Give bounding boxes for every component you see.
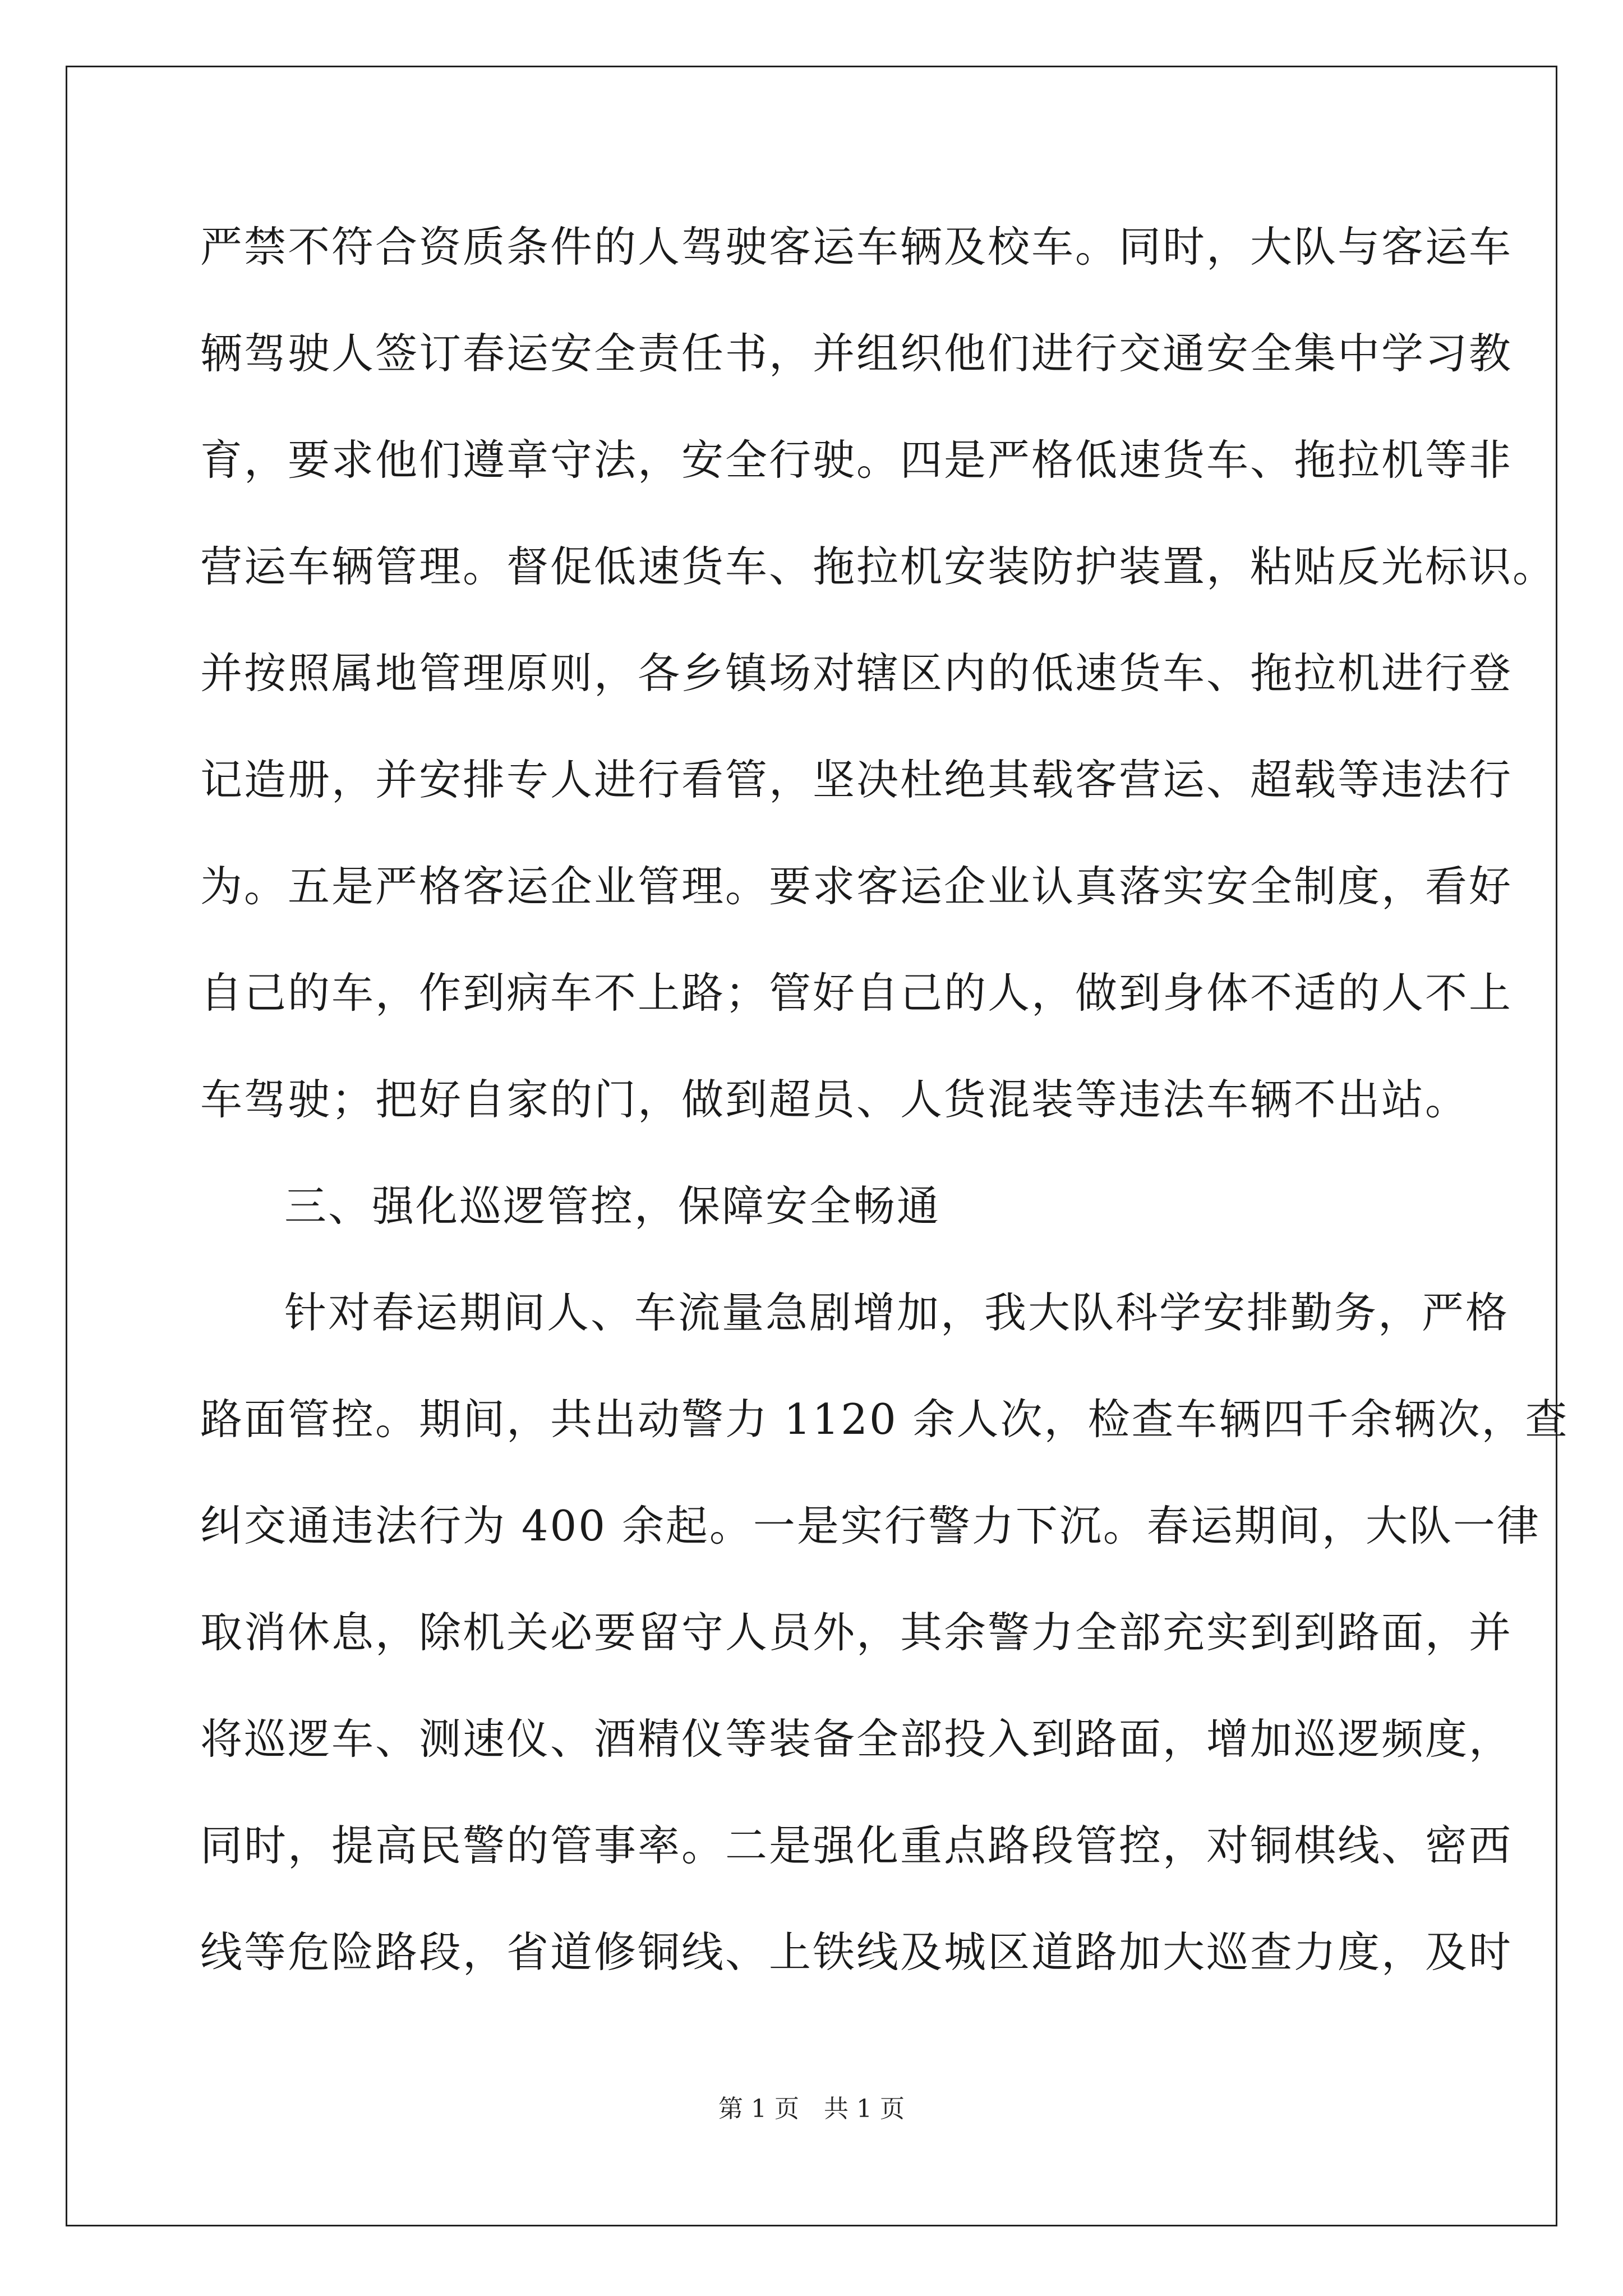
document-body [200,219,1569,2031]
page-footer [0,2092,1623,2126]
text-line-15: 将巡逻车、测速仪、酒精仪等装备全部投入到路面，增加巡逻频度， [200,1714,1513,1764]
text-line-9: 车驾驶；把好自家的门，做到超员、人货混装等违法车辆不出站。 [200,1075,1469,1124]
text-line-12: 路面管控。期间，共出动警力 1120 余人次，检查车辆四千余辆次，查 [200,1395,1569,1444]
text-line-4: 营运车辆管理。督促低速货车、拖拉机安装防护装置，粘贴反光标识。 [200,542,1557,591]
text-line-1: 严禁不符合资质条件的人驾驶客运车辆及校车。同时，大队与客运车 [200,222,1513,272]
text-line-6: 记造册，并安排专人进行看管，坚决杜绝其载客营运、超载等违法行 [200,755,1513,804]
page-number-label: 第 1 页 共 1 页 [718,2095,905,2123]
text-line-14: 取消休息，除机关必要留守人员外，其余警力全部充实到到路面，并 [200,1608,1513,1657]
text-line-2: 辆驾驶人签订春运安全责任书，并组织他们进行交通安全集中学习教 [200,329,1513,378]
text-line-8: 自己的车，作到病车不上路；管好自己的人，做到身体不适的人不上 [200,968,1513,1018]
section-heading: 三、强化巡逻管控，保障安全畅通 [284,1181,941,1231]
text-line-17: 线等危险路段，省道修铜线、上铁线及城区道路加大巡查力度，及时 [200,1927,1513,1977]
text-line-3: 育，要求他们遵章守法，安全行驶。四是严格低速货车、拖拉机等非 [200,435,1513,485]
text-line-7: 为。五是严格客运企业管理。要求客运企业认真落实安全制度，看好 [200,862,1513,911]
text-line-11: 针对春运期间人、车流量急剧增加，我大队科学安排勤务，严格 [284,1288,1510,1337]
text-line-13: 纠交通违法行为 400 余起。一是实行警力下沉。春运期间，大队一律 [200,1501,1541,1550]
text-line-16: 同时，提高民警的管事率。二是强化重点路段管控，对铜棋线、密西 [200,1821,1513,1870]
text-line-5: 并按照属地管理原则，各乡镇场对辖区内的低速货车、拖拉机进行登 [200,648,1513,698]
